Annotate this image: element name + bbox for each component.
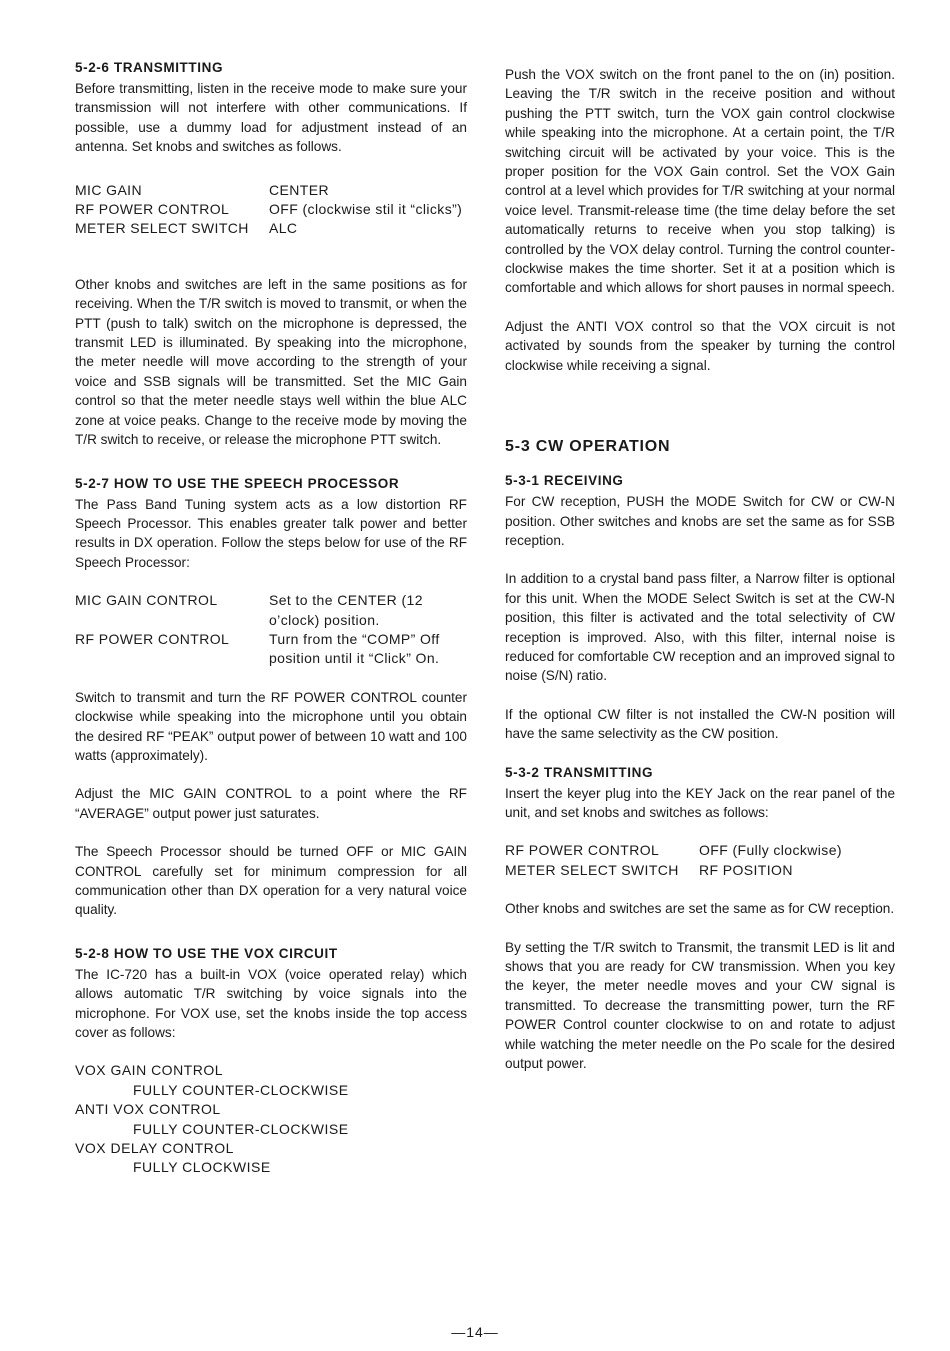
left-column — [75, 58, 467, 1178]
settings-row — [75, 200, 462, 219]
settings-row — [75, 219, 462, 238]
settings-table-transmitting — [75, 181, 462, 239]
paragraph-cw-transmitting-intro: Insert the keyer plug into the KEY Jack on the rear panel of the unit, and set knobs and switches as follows: — [505, 785, 895, 820]
paragraph-speech-processor-intro: The Pass Band Tuning system acts as a low distortion RF Speech Processor. This enables greater talk power and better results in DX operation. Follow the steps below for use of the RF Speech Processor: — [75, 496, 467, 570]
vox-setting-key: VOX GAIN CONTROL — [75, 1062, 224, 1079]
paragraph-cw-transmitting-1: Other knobs and switches are set the same as for CW reception. — [505, 901, 895, 917]
setting-key: RF POWER CONTROL — [505, 842, 660, 859]
setting-key: RF POWER CONTROL — [75, 201, 230, 218]
vox-setting-key: VOX DELAY CONTROL — [75, 1140, 234, 1157]
paragraph-cw-transmitting-2: By setting the T/R switch to Transmit, the transmit LED is lit and shows that you are ready for CW transmission. When you key the keyer, the meter needle moves and your CW signal is transmitted. To decrease the transmitting power, turn the RF POWER Control counter clockwise to on and rotate to adjust while watching the meter needle on the Po scale for the desired output power. — [505, 939, 895, 1072]
setting-value: OFF (clockwise stil it “clicks”) — [269, 201, 463, 218]
settings-row — [505, 861, 842, 880]
paragraph-speech-processor-1: Switch to transmit and turn the RF POWER CONTROL counter clockwise while speaking into the microphone until you obtain the desired RF “PEAK” output power of between 10 watt and 100 watts (approximately). — [75, 689, 467, 763]
paragraph-anti-vox: Adjust the ANTI VOX control so that the VOX circuit is not activated by sounds from the speaker by turning the control clockwise while receiving a signal. — [505, 318, 895, 373]
paragraph-transmitting-body: Other knobs and switches are left in the same positions as for receiving. When the T/R switch is moved to transmit, or when the PTT (push to talk) switch on the microphone is depressed, the transmit LED is illuminated. By speaking into the microphone, the meter needle will move according to the strength of your voice and SSB signals will be transmitted. Set the MIC Gain control so that the meter needle stays well within the blue ALC zone at voice peaks. Change to the receive mode by moving the T/R switch to receive, or release the microphone PTT switch. — [75, 276, 467, 448]
setting-value: Set to the CENTER (12 o’clock) position. — [269, 592, 423, 628]
vox-settings-list — [75, 1061, 467, 1177]
paragraph-cw-receiving-1: For CW reception, PUSH the MODE Switch for CW or CW-N position. Other switches and knobs are set the same as for SSB reception. — [505, 494, 895, 548]
vox-setting-value: FULLY CLOCKWISE — [133, 1159, 271, 1176]
paragraph-speech-processor-2: Adjust the MIC GAIN CONTROL to a point where the RF “AVERAGE” output power just saturates. — [75, 786, 467, 821]
setting-value: OFF (Fully clockwise) — [699, 842, 842, 859]
paragraph-transmitting-intro: Before transmitting, listen in the receive mode to make sure your transmission will not interfere with other communications. If possible, use a dummy load for adjustment instead of an antenna. Set knobs and switches as follows. — [75, 81, 467, 155]
section-heading-5-3: 5-3 CW OPERATION — [505, 438, 671, 456]
setting-value: RF POSITION — [699, 861, 793, 878]
vox-setting-key: ANTI VOX CONTROL — [75, 1101, 221, 1118]
setting-value: Turn from the “COMP” Off position until it “Click” On. — [269, 630, 440, 667]
setting-key: METER SELECT SWITCH — [75, 220, 249, 237]
section-heading-5-2-8: 5-2-8 HOW TO USE THE VOX CIRCUIT — [75, 945, 338, 961]
setting-key: MIC GAIN CONTROL — [75, 592, 218, 609]
paragraph-vox-intro: The IC-720 has a built-in VOX (voice operated relay) which allows automatic T/R switching by voice signals into the microphone. For VOX use, set the knobs inside the top access cover as follows: — [75, 966, 467, 1041]
paragraph-cw-receiving-2: In addition to a crystal band pass filter, a Narrow filter is optional for this unit. When the MODE Select Switch is set at the CW-N position, this filter is activated and the total selectivity of CW reception is improved. Also, with this filter, internal noise is reduced for comfortable CW reception and an improved signal to noise (S/N) ratio. — [505, 571, 895, 684]
setting-value: ALC — [269, 220, 298, 237]
vox-setting-value: FULLY COUNTER-CLOCKWISE — [133, 1120, 349, 1137]
settings-row — [505, 841, 842, 860]
settings-row — [75, 181, 462, 200]
right-column — [505, 65, 895, 1073]
paragraph-speech-processor-3: The Speech Processor should be turned OFF or MIC GAIN CONTROL carefully set for minimum compression for all communication other than DX operation for a very natural voice quality. — [75, 844, 467, 918]
section-heading-5-3-2: 5-3-2 TRANSMITTING — [505, 764, 654, 780]
settings-row — [75, 591, 467, 630]
settings-row — [75, 630, 467, 669]
setting-key: METER SELECT SWITCH — [505, 861, 679, 878]
section-heading-5-3-1: 5-3-1 RECEIVING — [505, 473, 624, 489]
setting-key: RF POWER CONTROL — [75, 630, 230, 647]
vox-setting-value: FULLY COUNTER-CLOCKWISE — [133, 1081, 349, 1098]
settings-table-speech-processor — [75, 591, 467, 669]
section-heading-5-2-7: 5-2-7 HOW TO USE THE SPEECH PROCESSOR — [75, 475, 400, 491]
section-heading-5-2-6: 5-2-6 TRANSMITTING — [75, 60, 224, 75]
setting-key: MIC GAIN — [75, 181, 142, 198]
paragraph-cw-receiving-3: If the optional CW filter is not installed the CW-N position will have the same selectivity as the CW position. — [505, 706, 895, 742]
page-number: —14— — [451, 1324, 499, 1340]
settings-table-cw-transmitting — [505, 841, 842, 880]
setting-value: CENTER — [269, 181, 329, 198]
paragraph-vox-adjust: Push the VOX switch on the front panel to the on (in) position. Leaving the T/R switch in the receive position and without pushing the PTT switch, turn the VOX gain control clockwise while speaking into the microphone. At a certain point, the T/R switching circuit will be activated by your voice. This is the proper position for the VOX Gain control. Set the VOX Gain control at a level which provides for T/R switching at your normal voice level. Transmit-release time (the time delay before the set automatically returns to receive when you stop talking) is controlled by the VOX delay control. Turning the control counter-clockwise makes the time shorter. Set it at a position which is comfortable and which allows for short pauses in normal speech. — [505, 67, 895, 296]
